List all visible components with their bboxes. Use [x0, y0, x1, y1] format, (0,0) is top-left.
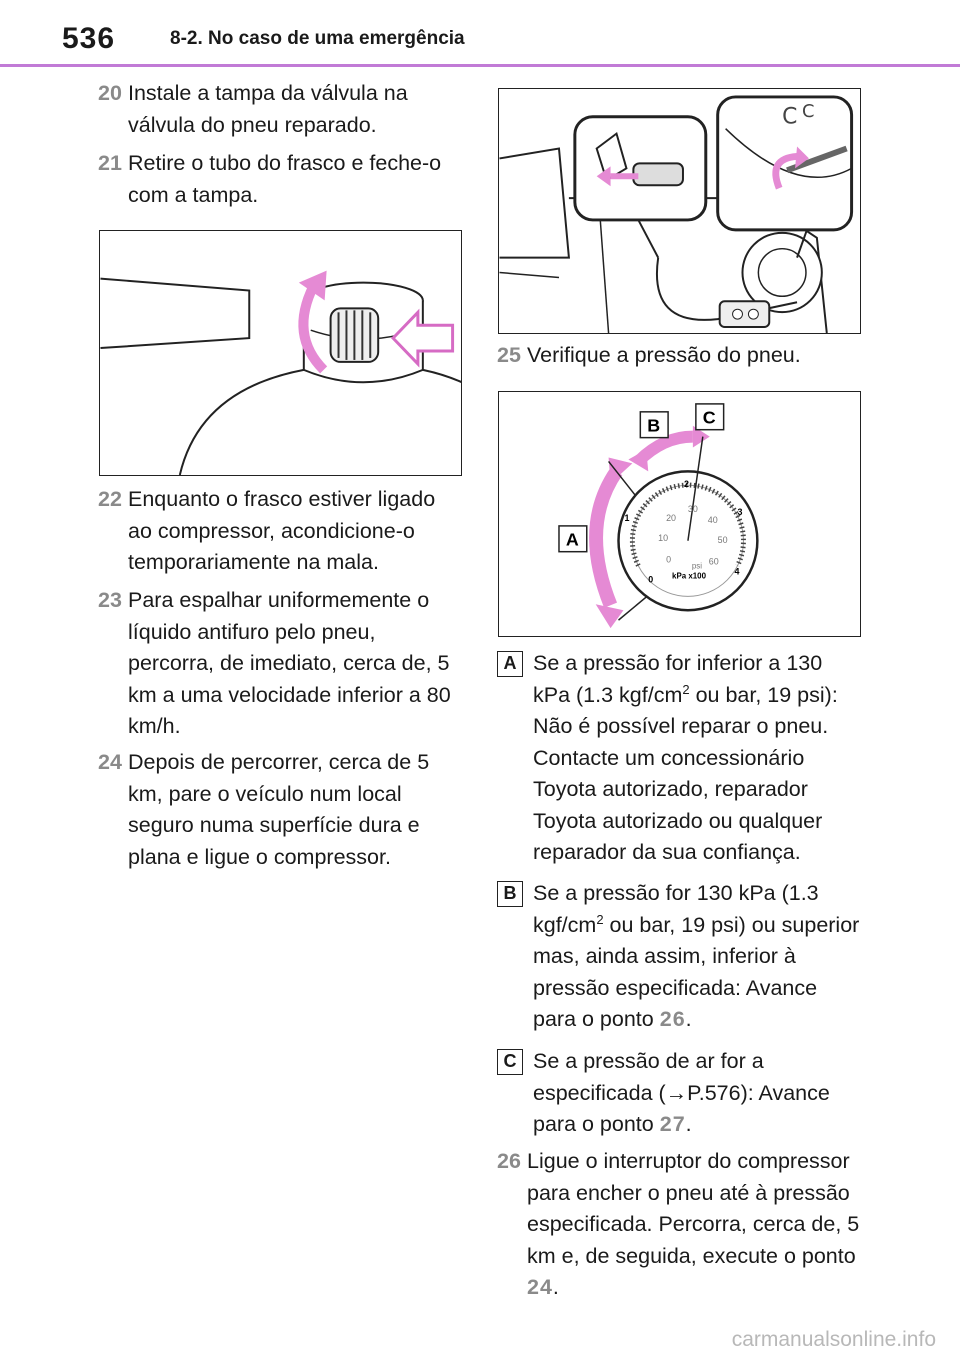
step-reference: 26	[659, 1007, 686, 1031]
compressor-connection-illustration	[499, 89, 860, 333]
figure-compressor-connection	[498, 88, 861, 334]
svg-text:C: C	[801, 100, 815, 122]
figure-pressure-gauge	[498, 391, 861, 637]
gauge-bar-0: 0	[648, 574, 654, 585]
condition-b	[497, 878, 862, 1036]
gauge-unit-psi: psi	[691, 561, 703, 571]
condition-c	[497, 1046, 862, 1141]
step-reference: 27	[659, 1112, 686, 1136]
section-title: 8-2. No caso de uma emergência	[170, 28, 465, 49]
condition-a	[497, 648, 862, 869]
step-text: Depois de percorrer, cerca de 5 km, pare o veículo num local seguro numa superfície dura e plana e ligue o compressor.	[128, 750, 430, 869]
gauge-psi-60: 60	[708, 556, 719, 567]
gauge-psi-50: 50	[717, 534, 728, 545]
gauge-label-b: B	[647, 415, 661, 436]
step-21	[98, 148, 460, 211]
condition-text-part: Se a pressão for 130 kPa (1.3 kgf/cm	[533, 881, 819, 937]
step-24	[98, 747, 460, 873]
gauge-psi-30: 30	[687, 504, 698, 515]
step-number: 23	[98, 588, 122, 612]
step-23	[98, 585, 460, 743]
range-a-arrow	[596, 471, 616, 605]
page-number: 536	[62, 22, 116, 55]
gauge-unit-kpa: kPa x100	[672, 571, 706, 581]
condition-text-part: ou bar, 19 psi): Não é possível reparar o pneu. Contacte um concessionário Toyota autorizado, reparador Toyota autorizado ou qualquer reparador da sua confiança.	[533, 682, 838, 864]
step-number: 26	[497, 1149, 521, 1173]
step-number: 21	[98, 151, 122, 175]
gauge-label-c: C	[702, 407, 716, 428]
gauge-psi-0: 0	[666, 554, 672, 565]
step-number: 24	[98, 750, 122, 774]
watermark: carmanualsonline.info	[731, 1328, 936, 1351]
condition-badge: C	[497, 1049, 523, 1075]
step-text: Ligue o interruptor do compressor para encher o pneu até à pressão especificada. Percorra, cerca de, 5 km e, de seguida, execute o ponto 24.	[527, 1149, 860, 1299]
condition-text: Se a pressão for 130 kPa (1.3 kgf/$cm^2$ ou bar, 19 psi) ou superior mas, ainda assim, inferior à pressão especificada: Avance para o ponto 26.	[533, 881, 860, 1031]
gauge-psi-10: 10	[658, 532, 669, 543]
superscript: 2	[596, 911, 604, 927]
gauge-bar-1: 1	[624, 512, 630, 523]
step-text: Enquanto o frasco estiver ligado ao compressor, acondicione-o temporariamente na mala.	[128, 487, 436, 574]
condition-badge: A	[497, 651, 523, 677]
step-25	[497, 340, 862, 372]
step-text: Instale a tampa da válvula na válvula do pneu reparado.	[128, 81, 408, 137]
step-number: 20	[98, 81, 122, 105]
condition-text: Se a pressão de ar for a especificada (→P.576): Avance para o ponto 27.	[533, 1049, 830, 1136]
gauge-psi-20: 20	[666, 512, 677, 523]
condition-text-part: Se a pressão for inferior a 130 kPa (1.3 kgf/cm	[533, 651, 823, 707]
step-text-part: Ligue o interruptor do compressor para encher o pneu até à pressão especificada. Percorra, cerca de, 5 km e, de seguida, execute o ponto	[527, 1149, 860, 1268]
step-text: Verifique a pressão do pneu.	[527, 343, 801, 367]
gauge-bar-2: 2	[683, 479, 689, 490]
condition-text-part: Se a pressão de ar for a especificada (→P.576): Avance para o ponto	[533, 1049, 830, 1136]
pressure-gauge-illustration	[499, 392, 860, 636]
condition-text	[533, 648, 862, 869]
step-26	[497, 1146, 862, 1304]
gauge-psi-40: 40	[707, 514, 718, 525]
superscript: 2	[682, 681, 690, 697]
page-header	[0, 0, 960, 68]
svg-text:C: C	[782, 104, 798, 130]
bottle-cap-illustration	[100, 231, 461, 475]
step-20	[98, 78, 460, 141]
step-text: Retire o tubo do frasco e feche-o com a tampa.	[128, 151, 442, 207]
step-reference: 24	[527, 1275, 553, 1299]
header-rule	[0, 64, 960, 67]
step-number: 25	[497, 343, 521, 367]
step-number: 22	[98, 487, 122, 511]
condition-badge: B	[497, 881, 523, 907]
step-text: Para espalhar uniformemente o líquido antifuro pelo pneu, percorra, de imediato, cerca de, 5 km a uma velocidade inferior a 80 km/h.	[128, 588, 451, 738]
gauge-label-a: A	[565, 529, 579, 550]
condition-text-part: ou bar, 19 psi) ou superior mas, ainda assim, inferior à pressão especificada: Avance para o ponto	[533, 912, 860, 1031]
figure-bottle-cap	[99, 230, 462, 476]
gauge-bar-3: 3	[737, 506, 743, 517]
gauge-bar-4: 4	[734, 566, 740, 577]
step-22	[98, 484, 460, 579]
